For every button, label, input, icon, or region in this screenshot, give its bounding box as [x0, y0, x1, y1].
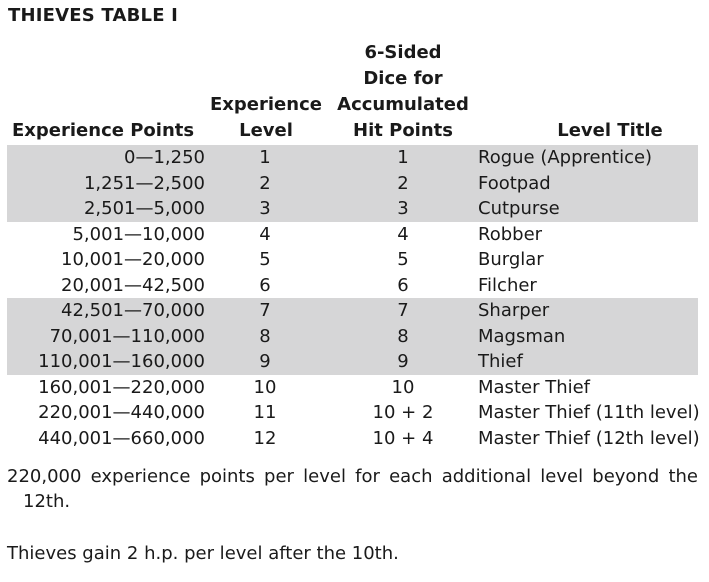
table-row — [7, 145, 698, 171]
table-title: THIEVES TABLE I — [8, 5, 179, 26]
cell-experience-points: 42,501—70,000 — [61, 300, 205, 321]
cell-level-title: Footpad — [478, 172, 551, 194]
table-row — [7, 273, 698, 299]
cell-level: 4 — [259, 223, 271, 245]
cell-level-title: Robber — [478, 223, 543, 245]
cell-experience-points: 5,001—10,000 — [72, 223, 205, 245]
footnote-additional-levels — [7, 464, 698, 514]
cell-level-title: Filcher — [478, 274, 537, 296]
cell-level-title: Rogue (Apprentice) — [478, 147, 653, 168]
cell-experience-points: 160,001—220,000 — [38, 376, 205, 398]
cell-hit-dice: 8 — [397, 325, 409, 347]
header-experience-points — [12, 118, 200, 144]
cell-level-title: Magsman — [478, 325, 566, 347]
cell-level-title: Cutpurse — [478, 198, 560, 219]
cell-level: 1 — [259, 147, 271, 168]
table-row — [7, 349, 698, 375]
cell-hit-dice: 4 — [397, 223, 409, 245]
cell-experience-points: 440,001—660,000 — [38, 427, 205, 449]
cell-level-title: Master Thief — [478, 376, 591, 398]
cell-level-title: Burglar — [478, 249, 544, 270]
table-row — [7, 426, 698, 452]
cell-experience-points: 10,001—20,000 — [61, 249, 205, 270]
table-row — [7, 247, 698, 273]
cell-hit-dice: 5 — [397, 249, 409, 270]
footnote-hit-points: Thieves gain 2 h.p. per level after the 10th. — [7, 543, 399, 564]
cell-level: 10 — [253, 376, 277, 398]
header-line: Level — [239, 120, 293, 141]
table-row — [7, 171, 698, 197]
header-experience-level — [205, 92, 327, 144]
cell-hit-dice: 9 — [397, 351, 409, 372]
cell-level: 8 — [259, 325, 271, 347]
cell-level: 11 — [253, 402, 277, 423]
table-row — [7, 222, 698, 248]
cell-level: 5 — [259, 249, 271, 270]
cell-level: 3 — [259, 198, 271, 219]
cell-experience-points: 2,501—5,000 — [83, 198, 205, 219]
header-dice-hit-points — [334, 40, 472, 144]
cell-experience-points: 110,001—160,000 — [38, 351, 205, 372]
cell-hit-dice: 2 — [397, 172, 409, 194]
table-row — [7, 324, 698, 350]
thieves-table — [7, 145, 698, 451]
cell-level: 6 — [259, 274, 271, 296]
cell-hit-dice: 10 — [391, 376, 415, 398]
cell-experience-points: 20,001—42,500 — [61, 274, 205, 296]
cell-level: 2 — [259, 172, 271, 194]
table-row — [7, 196, 698, 222]
cell-hit-dice: 1 — [397, 147, 409, 168]
cell-experience-points: 220,001—440,000 — [38, 402, 205, 423]
cell-level-title: Sharper — [478, 300, 550, 321]
cell-hit-dice: 10 + 2 — [372, 402, 434, 423]
cell-hit-dice: 10 + 4 — [372, 427, 434, 449]
header-line: Hit Points — [353, 120, 453, 141]
cell-level-title: Master Thief (12th level) — [478, 427, 700, 449]
header-line: 6-Sided — [364, 42, 442, 63]
cell-experience-points: 70,001—110,000 — [49, 325, 205, 347]
header-line: Experience — [210, 94, 322, 115]
header-line: Experience Points — [12, 120, 195, 141]
cell-experience-points: 1,251—2,500 — [83, 172, 205, 194]
header-level-title — [490, 118, 709, 144]
cell-level-title: Thief — [478, 351, 523, 372]
footnote-line: 12th. — [23, 491, 71, 512]
table-row — [7, 375, 698, 401]
header-line: Accumulated — [337, 94, 469, 115]
cell-hit-dice: 6 — [397, 274, 409, 296]
cell-experience-points: 0—1,250 — [124, 147, 205, 168]
header-line: Level Title — [557, 120, 663, 141]
table-row — [7, 298, 698, 324]
cell-level: 7 — [259, 300, 271, 321]
header-line: Dice for — [363, 68, 443, 89]
footnote-line: 220,000 experience points per level for each additional level beyond the — [7, 466, 698, 487]
cell-level: 12 — [253, 427, 277, 449]
cell-hit-dice: 3 — [397, 198, 409, 219]
cell-hit-dice: 7 — [397, 300, 409, 321]
cell-level: 9 — [259, 351, 271, 372]
cell-level-title: Master Thief (11th level) — [478, 402, 700, 423]
table-row — [7, 400, 698, 426]
